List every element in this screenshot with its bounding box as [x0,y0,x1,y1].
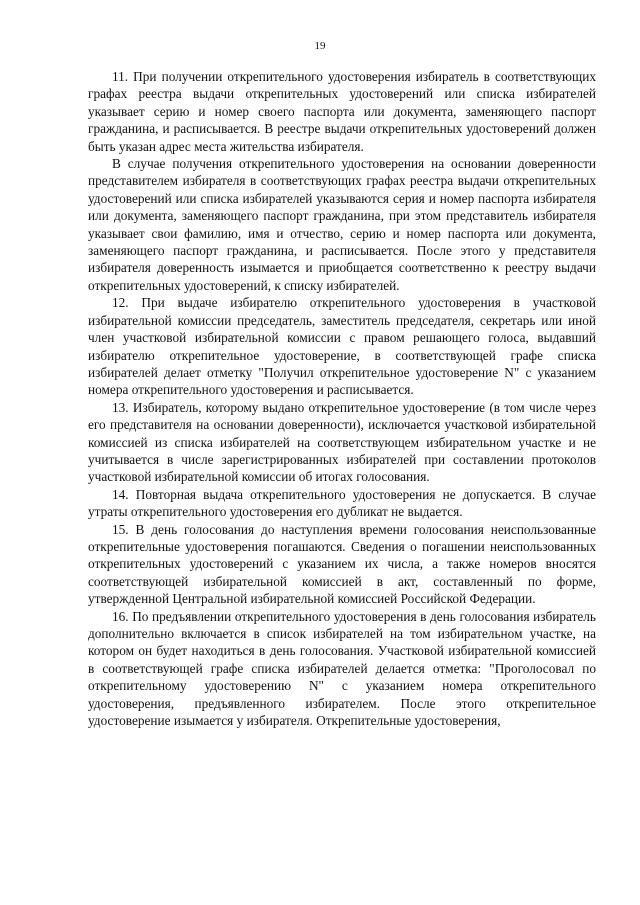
page-number: 19 [314,40,326,52]
paragraph-11-continued: В случае получения открепительного удостоверения на основании доверенности представителем избирателя в соответствующих графах реестра выдачи открепительных удостоверений или списка избирателей указываются серия и номер паспорта избирателя или документа, заменяющего паспорт гражданина, при этом представитель избирателя указывает свои фамилию, имя и отчество, серию и номер паспорта или документа, заменяющего паспорт гражданина, и расписывается. После этого у представителя избирателя доверенность изымается и приобщается соответственно к реестру выдачи открепительных удостоверений, к списку избирателей. [88,156,596,293]
paragraph-14: 14. Повторная выдача открепительного удостоверения не допускается. В случае утраты открепительного удостоверения его дубликат не выдается. [88,486,596,520]
document-body [88,68,596,729]
paragraph-13: 13. Избиратель, которому выдано открепительное удостоверение (в том числе через его представителя на основании доверенности), исключается участковой избирательной комиссией из списка избирателей на соответствующем избирательном участке и не учитывается в числе зарегистрированных избирателей при составлении протоколов участковой избирательной комиссии об итогах голосования. [88,399,596,485]
paragraph-15: 15. В день голосования до наступления времени голосования неиспользованные открепительные удостоверения погашаются. Сведения о погашении неиспользованных открепительных удостоверений с указанием их числа, а также номеров вносятся соответствующей избирательной комиссией в акт, составленный по форме, утвержденной Центральной избирательной комиссией Российской Федерации. [88,521,596,607]
paragraph-11: 11. При получении открепительного удостоверения избиратель в соответствующих графах реестра выдачи открепительных удостоверений или списка избирателей указывает серию и номер своего паспорта или документа, заменяющего паспорт гражданина, и расписывается. В реестре выдачи открепительных удостоверений должен быть указан адрес места жительства избирателя. [88,69,596,154]
paragraph-12: 12. При выдаче избирателю открепительного удостоверения в участковой избирательной комиссии председатель, заместитель председателя, секретарь или иной член участковой избирательной комиссии с правом решающего голоса, выдавший избирателю открепительное удостоверение, в соответствующей графе списка избирателей делает отметку "Получил открепительное удостоверение N" с указанием номера открепительного удостоверения и расписывается. [88,295,596,398]
paragraph-16: 16. По предъявлении открепительного удостоверения в день голосования избиратель дополнительно включается в список избирателей на том избирательном участке, на котором он будет находиться в день голосования. Участковой избирательной комиссией в соответствующей графе списка избирателей делается отметка: "Проголосовал по открепительному удостоверению N" с указанием номера открепительного удостоверения, предъявленного избирателем. После этого открепительное удостоверение изымается у избирателя. Открепительные удостоверения, [88,608,596,729]
